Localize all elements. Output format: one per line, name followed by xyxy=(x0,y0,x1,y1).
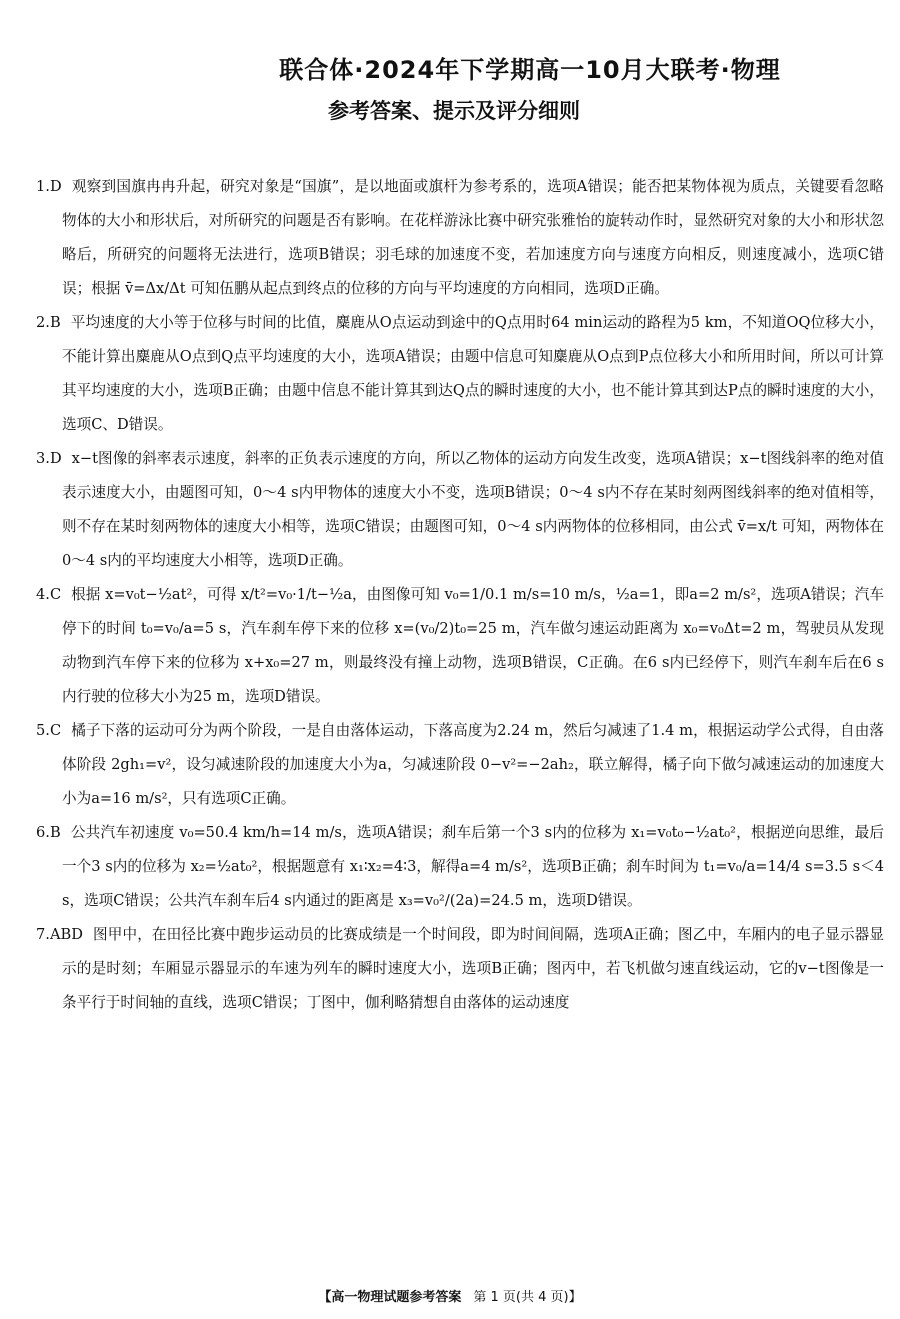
answer-explanation: 公共汽车初速度 v₀=50.4 km/h=14 m/s，选项A错误；刹车后第一个3 s内的位移为 x₁=v₀t₀−½at₀²，根据逆向思维，最后一个3 s内的位移为 x₂=½at₀²，根据题意有 x₁∶x₂=4∶3，解得a=4 m/s²，选项B正确；刹车时间为 t₁=v₀/a=14/4 s=3.5 s＜4 s，选项C错误；公共汽车刹车后4 s内通过的距离是 x₃=v₀²/(2a)=24.5 m，选项D错误。 xyxy=(62,824,884,909)
answer-explanation: 平均速度的大小等于位移与时间的比值，麋鹿从O点运动到途中的Q点用时64 min运动的路程为5 km，不知道OQ位移大小，不能计算出麋鹿从O点到Q点平均速度的大小，选项A错误；由题中信息可知麋鹿从O点到P点位移大小和所用时间，所以可计算其平均速度的大小，选项B正确；由题中信息不能计算其到达Q点的瞬时速度的大小，也不能计算其到达P点的瞬时速度的大小，选项C、D错误。 xyxy=(62,314,884,433)
answer-item-7: 7.ABD 图甲中，在田径比赛中跑步运动员的比赛成绩是一个时间段，即为时间间隔，选项A正确；图乙中，车厢内的电子显示器显示的是时刻；车厢显示器显示的车速为列车的瞬时速度大小，选项B正确；图丙中，若飞机做匀速直线运动，它的v−t图像是一条平行于时间轴的直线，选项C错误；丁图中，伽利略猜想自由落体的运动速度 xyxy=(36,926,884,1011)
answer-item-6: 6.B 公共汽车初速度 v₀=50.4 km/h=14 m/s，选项A错误；刹车后第一个3 s内的位移为 x₁=v₀t₀−½at₀²，根据逆向思维，最后一个3 s内的位移为 x₂=½at₀²，根据题意有 x₁∶x₂=4∶3，解得a=4 m/s²，选项B正确；刹车时间为 t₁=v₀/a=14/4 s=3.5 s＜4 s，选项C错误；公共汽车刹车后4 s内通过的距离是 x₃=v₀²/(2a)=24.5 m，选项D错误。 xyxy=(36,824,884,909)
page-footer xyxy=(0,1286,900,1305)
answer-key: B xyxy=(49,824,61,841)
answer-list xyxy=(36,170,884,1020)
answer-explanation: x−t图像的斜率表示速度，斜率的正负表示速度的方向，所以乙物体的运动方向发生改变，选项A错误；x−t图线斜率的绝对值表示速度大小，由题图可知，0～4 s内甲物体的速度大小不变，选项B错误；0～4 s内不存在某时刻两图线斜率的绝对值相等，则不存在某时刻两物体的速度大小相等，选项C错误；由题图可知，0～4 s内两物体的位移相同，由公式 v̄=x/t 可知，两物体在0～4 s内的平均速度大小相等，选项D正确。 xyxy=(62,450,884,569)
answer-key: ABD xyxy=(49,926,83,943)
answer-explanation: 图甲中，在田径比赛中跑步运动员的比赛成绩是一个时间段，即为时间间隔，选项A正确；图乙中，车厢内的电子显示器显示的是时刻；车厢显示器显示的车速为列车的瞬时速度大小，选项B正确；图丙中，若飞机做匀速直线运动，它的v−t图像是一条平行于时间轴的直线，选项C错误；丁图中，伽利略猜想自由落体的运动速度 xyxy=(62,926,884,1011)
answer-item-5: 5.C 橘子下落的运动可分为两个阶段，一是自由落体运动，下落高度为2.24 m，然后匀减速了1.4 m，根据运动学公式得，自由落体阶段 2gh₁=v²，设匀减速阶段的加速度大小为a，匀减速阶段 0−v²=−2ah₂，联立解得，橘子向下做匀减速运动的加速度大小为a=16 m/s²，只有选项C正确。 xyxy=(36,722,884,807)
answer-item-1: 1.D 观察到国旗冉冉升起，研究对象是“国旗”，是以地面或旗杆为参考系的，选项A错误；能否把某物体视为质点，关键要看忽略物体的大小和形状后，对所研究的问题是否有影响。在花样游泳比赛中研究张雅怡的旋转动作时，显然研究对象的大小和形状忽略后，所研究的问题将无法进行，选项B错误；羽毛球的加速度不变，若加速度方向与速度方向相反，则速度减小，选项C错误；根据 v̄=Δx/Δt 可知伍鹏从起点到终点的位移的方向与平均速度的方向相同，选项D正确。 xyxy=(36,178,884,297)
answer-key: C xyxy=(49,722,62,739)
answer-explanation: 观察到国旗冉冉升起，研究对象是“国旗”，是以地面或旗杆为参考系的，选项A错误；能否把某物体视为质点，关键要看忽略物体的大小和形状后，对所研究的问题是否有影响。在花样游泳比赛中研究张雅怡的旋转动作时，显然研究对象的大小和形状忽略后，所研究的问题将无法进行，选项B错误；羽毛球的加速度不变，若加速度方向与速度方向相反，则速度减小，选项C错误；根据 v̄=Δx/Δt 可知伍鹏从起点到终点的位移的方向与平均速度的方向相同，选项D正确。 xyxy=(62,178,884,297)
answer-key: D xyxy=(49,450,62,467)
answer-explanation: 根据 x=v₀t−½at²，可得 x/t²=v₀·1/t−½a，由图像可知 v₀=1/0.1 m/s=10 m/s，½a=1，即a=2 m/s²，选项A错误；汽车停下的时间 t₀=v₀/a=5 s，汽车刹车停下来的位移 x=(v₀/2)t₀=25 m，汽车做匀速运动距离为 x₀=v₀Δt=2 m，驾驶员从发现动物到汽车停下来的位移为 x+x₀=27 m，则最终没有撞上动物，选项B错误，C正确。在6 s内已经停下，则汽车刹车后在6 s内行驶的位移大小为25 m，选项D错误。 xyxy=(62,586,884,705)
answer-key: B xyxy=(49,314,61,331)
answer-key: D xyxy=(49,178,62,195)
answer-item-2: 2.B 平均速度的大小等于位移与时间的比值，麋鹿从O点运动到途中的Q点用时64 min运动的路程为5 km，不知道OQ位移大小，不能计算出麋鹿从O点到Q点平均速度的大小，选项A错误；由题中信息可知麋鹿从O点到P点位移大小和所用时间，所以可计算其平均速度的大小，选项B正确；由题中信息不能计算其到达Q点的瞬时速度的大小，也不能计算其到达P点的瞬时速度的大小，选项C、D错误。 xyxy=(36,314,884,433)
page-number: 第 1 页(共 4 页)】 xyxy=(473,1290,582,1305)
footer-label: 【高一物理试题参考答案 xyxy=(318,1290,462,1305)
document-subtitle: 参考答案、提示及评分细则 xyxy=(328,99,580,123)
answer-item-4: 4.C 根据 x=v₀t−½at²，可得 x/t²=v₀·1/t−½a，由图像可知 v₀=1/0.1 m/s=10 m/s，½a=1，即a=2 m/s²，选项A错误；汽车停下的时间 t₀=v₀/a=5 s，汽车刹车停下来的位移 x=(v₀/2)t₀=25 m，汽车做匀速运动距离为 x₀=v₀Δt=2 m，驾驶员从发现动物到汽车停下来的位移为 x+x₀=27 m，则最终没有撞上动物，选项B错误，C正确。在6 s内已经停下，则汽车刹车后在6 s内行驶的位移大小为25 m，选项D错误。 xyxy=(36,586,884,705)
answer-key: C xyxy=(49,586,62,603)
answer-explanation: 橘子下落的运动可分为两个阶段，一是自由落体运动，下落高度为2.24 m，然后匀减速了1.4 m，根据运动学公式得，自由落体阶段 2gh₁=v²，设匀减速阶段的加速度大小为a，匀减速阶段 0−v²=−2ah₂，联立解得，橘子向下做匀减速运动的加速度大小为a=16 m/s²，只有选项C正确。 xyxy=(62,722,884,807)
answer-item-3: 3.D x−t图像的斜率表示速度，斜率的正负表示速度的方向，所以乙物体的运动方向发生改变，选项A错误；x−t图线斜率的绝对值表示速度大小，由题图可知，0～4 s内甲物体的速度大小不变，选项B错误；0～4 s内不存在某时刻两图线斜率的绝对值相等，则不存在某时刻两物体的速度大小相等，选项C错误；由题图可知，0～4 s内两物体的位移相同，由公式 v̄=x/t 可知，两物体在0～4 s内的平均速度大小相等，选项D正确。 xyxy=(36,450,884,569)
document-title: 联合体·2024年下学期高一10月大联考·物理 xyxy=(279,56,781,84)
